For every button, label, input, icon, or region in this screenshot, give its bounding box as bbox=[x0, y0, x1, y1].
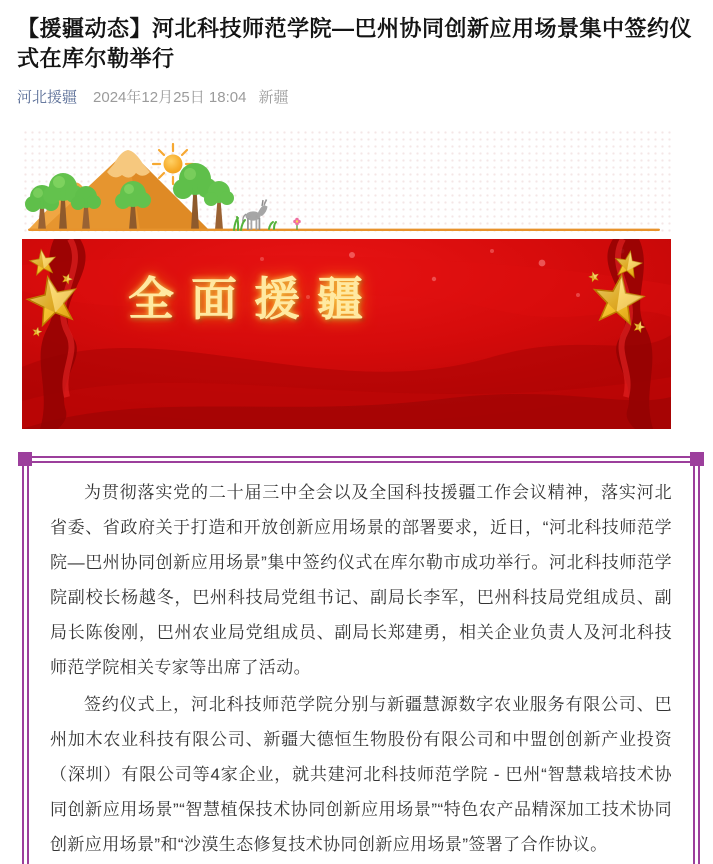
illustration-scene bbox=[22, 129, 671, 233]
article-body-box bbox=[22, 456, 700, 864]
corner-accent-right bbox=[690, 452, 704, 466]
hero-banner[interactable] bbox=[22, 239, 671, 429]
hero-image[interactable] bbox=[22, 129, 671, 429]
publish-date: 2024年12月25日 18:04 bbox=[93, 88, 247, 106]
paragraph-1: 为贯彻落实党的二十届三中全会以及全国科技援疆工作会议精神，落实河北省委、省政府关于打造和开放创新应用场景的部署要求，近日，“河北科技师范学院—巴州协同创新应用场景”集中签约仪式在库尔勒市成功举行。河北科技师范学院副校长杨越冬，巴州科技局党组书记、副局长李军，巴州科技局党组成员、副局长陈俊刚，巴州农业局党组成员、副局长郑建勇，相关企业负责人及河北科技师范学院相关专家等出席了活动。 bbox=[50, 482, 672, 677]
flower-icon bbox=[293, 218, 301, 230]
ground-line bbox=[28, 228, 660, 230]
corner-accent-left bbox=[18, 452, 32, 466]
author-link[interactable]: 河北援疆 bbox=[17, 88, 78, 106]
sun-core bbox=[164, 154, 183, 173]
article-title: 【援疆动态】河北科技师范学院—巴州协同创新应用场景集中签约仪式在库尔勒举行 bbox=[17, 16, 693, 71]
donkey-icon bbox=[243, 199, 268, 230]
paragraph-2: 签约仪式上，河北科技师范学院分别与新疆慧源数字农业服务有限公司、巴州加木农业科技有限公司、新疆大德恒生物股份有限公司和中盟创创新产业投资（深圳）有限公司等4家企业，就共建河北科技师范学院 - 巴州“智慧栽培技术协同创新应用场景”“智慧植保技术协同创新应用场景”“特色农产品精深加工技术协同创新应用场景”和“沙漠生态修复技术协同创新应用场景”签署了合作协议。 bbox=[50, 694, 672, 854]
banner-title: 全面援疆 bbox=[128, 271, 380, 326]
publish-location: 新疆 bbox=[258, 88, 289, 106]
article-text bbox=[22, 456, 700, 862]
hero-illustration[interactable] bbox=[22, 129, 671, 233]
byline bbox=[17, 86, 693, 107]
